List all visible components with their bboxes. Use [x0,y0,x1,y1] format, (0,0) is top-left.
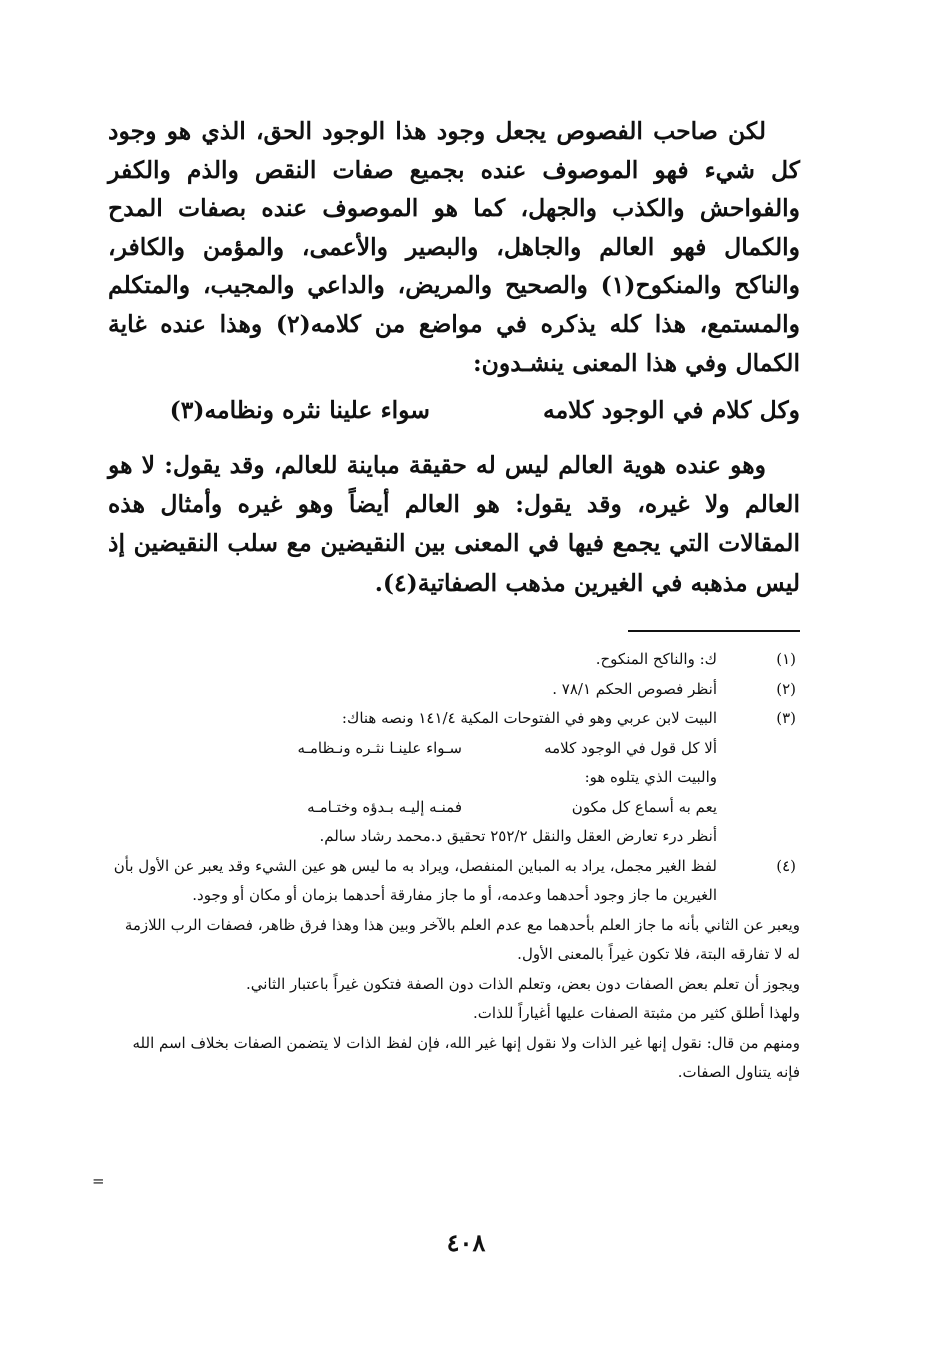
verse-first-hemistich: وكل كلام في الوجود كلامه [543,396,800,424]
paragraph-2: وهو عنده هوية العالم ليس له حقيقة مباينة للعالم، وقد يقول: لا هو العالم ولا غيره، وقد يقول: هو العالم أيضاً وهو غيره وأمثال هذه المقالات التي يجمع فيها في المعنى بين النقيضين مع سلب النقيضين إذ ليس مذهبه في الغيرين مذهب الصفاتية(٤). [108,451,800,597]
footnote-3 [108,704,800,852]
footnote-text: أنظر فصوص الحكم ٧٨/١ . [552,679,717,698]
quoted-verse-1 [108,734,717,764]
quoted-verse-1-first-half: ألا كل قول في الوجود كلامه [544,738,717,757]
footnote-separator [628,630,800,632]
paragraph-1: لكن صاحب الفصوص يجعل وجود هذا الوجود الحق، الذي هو وجود كل شيء فهو الموصوف عنده بجميع صفات النقص والذم والكفر والفواحش والكذب والجهل، كما هو الموصوف عنده بصفات المدح والكمال فهو العالم والجاهل، والبصير والأعمى، والمؤمن والكافر، والناكح والمنكوح(١) والصحيح والمريض، والداعي والمجيب، والمتكلم والمستمع، هذا كله يذكره في مواضع من كلامه(٢) وهذا عنده غاية الكمال وفي هذا المعنى ينشـدون: [108,117,801,377]
quoted-verse-2-second-half: فمنـه إليـه بـدؤه وختـامـه [307,797,462,816]
footnote-number: (٢) [776,679,796,698]
footnote-1 [108,645,800,675]
footnote-number: (٣) [776,709,796,727]
verse-line [108,396,800,436]
main-text-block [108,112,800,382]
footnotes [108,645,800,1088]
quoted-verse-2-first-half: يعم به أسماع كل مكون [571,797,717,816]
footnote-4-continuation-4: ومنهم من قال: نقول إنها غير الذات ولا نقول إنها غير الله، فإن لفظ الذات لا يتضمن الصفات بخلاف اسم الله فإنه يتناول الصفات. [132,1033,800,1081]
footnote-2 [108,675,800,705]
footnote-intro: البيت لابن عربي وهو في الفتوحات المكية ١٤١/٤ ونصه هناك: [341,709,717,727]
page-number: ٤٠٨ [446,1228,486,1257]
footnote-4-continuation-2: ويجوز أن تعلم بعض الصفات دون بعض، وتعلم الذات دون الصفة فتكون غيراً باعتبار الثاني. [246,974,800,993]
quoted-verse-2 [108,793,717,823]
footnote-4-continuation-3: ولهذا أطلق كثير من مثبتة الصفات عليها أغياراً للذات. [472,1004,800,1022]
footnote-text: لفظ الغير مجمل، يراد به المباين المنفصل، ويراد به ما ليس هو عين الشيء وقد يعبر عن الأول بأن الغيرين ما جاز وجود أحدهما وعدمه، أو ما جاز مفارقة أحدهما بزمان أو مكان أو وجود. [113,856,717,904]
quoted-verse-1-second-half: سـواء علينـا نثـره ونـظامـه [297,738,462,757]
verse-second-hemistich: سواء علينا نثره ونظامه(٣) [169,396,430,424]
footnote-number: (٤) [776,856,796,875]
footnote-next-verse-label: والبيت الذي يتلوه هو: [584,768,717,786]
footnote-reference: أنظر درء تعارض العقل والنقل ٢٥٢/٢ تحقيق د.محمد رشاد سالم. [319,827,717,845]
continuation-mark: = [92,1172,105,1190]
footnote-text: ك: والناكح المنكوح. [595,650,717,668]
footnote-number: (١) [776,650,796,668]
footnote-4 [108,852,800,911]
footnote-4-continuation-1: ويعبر عن الثاني بأنه ما جاز العلم بأحدهما مع عدم العلم بالآخر وبين هذا وهذا فرق ظاهر، فصفات الرب اللازمة له لا تفارقه البتة، فلا تكون غيراً بالمعنى الأول. [124,915,800,963]
